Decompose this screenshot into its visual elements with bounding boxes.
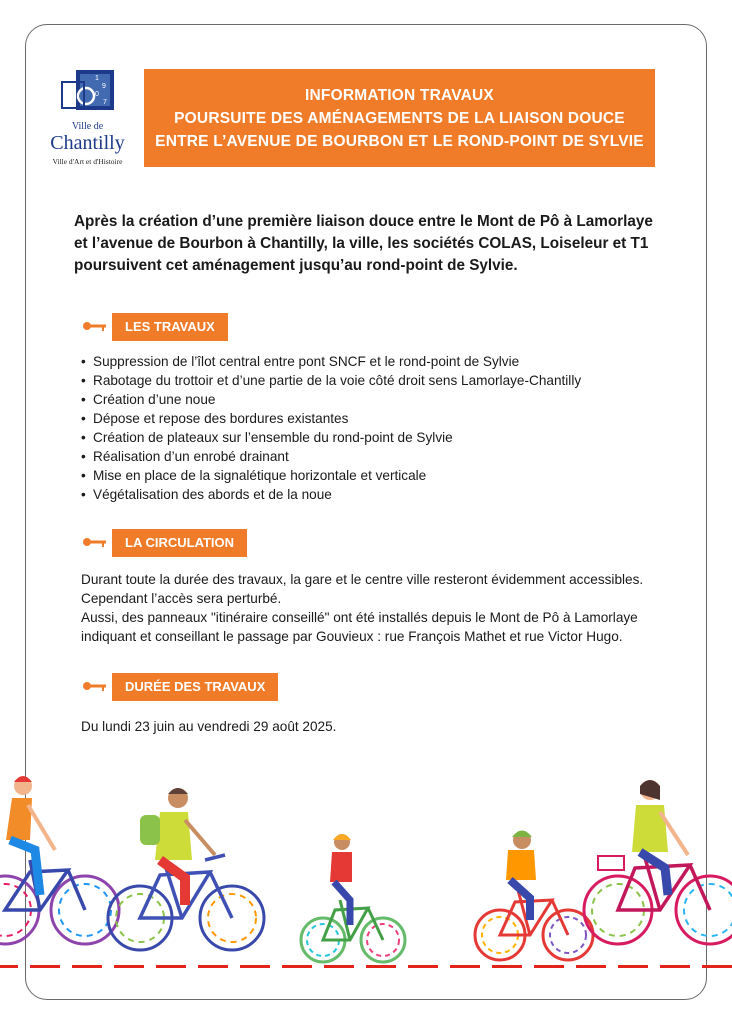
key-arrow-icon xyxy=(82,535,108,549)
section-works-title: LES TRAVAUX xyxy=(112,313,228,341)
cyclist-adult-blue-bike-icon xyxy=(0,776,119,944)
key-arrow-icon xyxy=(82,319,108,333)
list-item: • Mise en place de la signalétique horizontale et verticale xyxy=(81,466,581,485)
traffic-paragraph xyxy=(81,570,681,646)
svg-text:9: 9 xyxy=(102,83,106,90)
list-item: • Suppression de l’îlot central entre pont SNCF et le rond-point de Sylvie xyxy=(81,352,581,371)
list-item: • Création de plateaux sur l’ensemble du rond-point de Sylvie xyxy=(81,428,581,447)
works-list xyxy=(81,352,581,504)
section-duration-title: DURÉE DES TRAVAUX xyxy=(112,673,278,701)
cyclist-child-green-bike-icon xyxy=(301,834,405,962)
key-arrow-icon xyxy=(82,679,108,693)
duration-text: Du lundi 23 juin au vendredi 29 août 2025. xyxy=(81,719,337,734)
traffic-line: indiquant et conseillant le passage par Gouvieux : rue François Mathet et rue Victor Hugo. xyxy=(81,629,623,644)
list-item: • Dépose et repose des bordures existantes xyxy=(81,409,581,428)
traffic-line: Cependant l’accès sera perturbé. xyxy=(81,591,282,606)
logo-prefix: Ville de xyxy=(71,121,104,132)
list-item: • Rabotage du trottoir et d’une partie de la voie côté droit sens Lamorlaye-Chantilly xyxy=(81,371,581,390)
svg-text:0: 0 xyxy=(95,91,99,98)
cyclist-child-red-bike-icon xyxy=(475,831,593,961)
cyclist-man-blue-bike-icon xyxy=(108,788,264,950)
traffic-line: Durant toute la durée des travaux, la gare et le centre ville resteront évidemment accessibles. xyxy=(81,572,644,587)
svg-text:1: 1 xyxy=(95,75,99,82)
logo-town-name: Chantilly xyxy=(50,132,125,154)
svg-text:7: 7 xyxy=(103,99,107,106)
traffic-line: Aussi, des panneaux "itinéraire conseillé" ont été installés depuis le Mont de Pô à Lamorlaye xyxy=(81,610,638,625)
banner-line-1: INFORMATION TRAVAUX xyxy=(305,86,494,104)
section-traffic-title: LA CIRCULATION xyxy=(112,529,247,557)
list-item: • Réalisation d’un enrobé drainant xyxy=(81,447,581,466)
road-line xyxy=(0,965,732,968)
banner-line-3: ENTRE L’AVENUE DE BOURBON ET LE ROND-POINT DE SYLVIE xyxy=(155,132,644,150)
list-item: • Création d’une noue xyxy=(81,390,581,409)
chantilly-emblem-icon xyxy=(40,66,135,118)
chantilly-logo xyxy=(40,66,135,171)
title-banner xyxy=(144,69,655,167)
logo-tagline: Ville d'Art et d'Histoire xyxy=(52,157,123,166)
list-item: • Végétalisation des abords et de la noue xyxy=(81,485,581,504)
intro-paragraph: Après la création d’une première liaison douce entre le Mont de Pô à Lamorlaye et l’avenue de Bourbon à Chantilly, la ville, les sociétés COLAS, Loiseleur et T1 poursuivent cet aménagement jusqu’au rond-point de Sylvie. xyxy=(74,213,653,274)
cyclist-woman-pink-bike-icon xyxy=(584,780,732,944)
banner-line-2: POURSUITE DES AMÉNAGEMENTS DE LA LIAISON DOUCE xyxy=(174,109,625,127)
cyclists-illustration xyxy=(0,760,732,1000)
